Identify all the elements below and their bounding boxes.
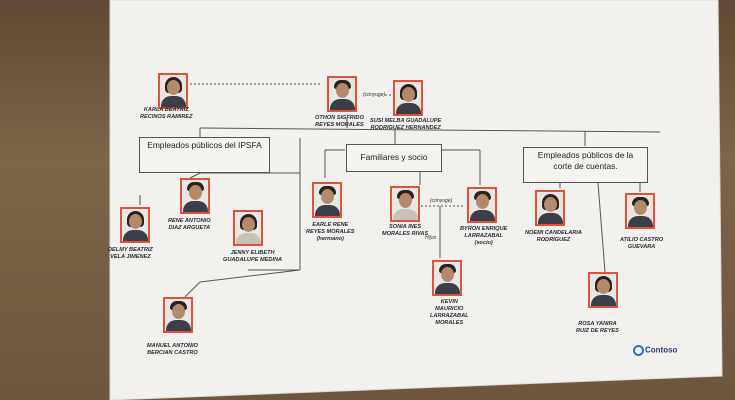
photo-earle <box>312 182 342 218</box>
photo-susi <box>393 80 423 116</box>
label-conyuge-top: (cónyuge) <box>363 92 386 98</box>
logo-ring-icon <box>633 345 644 356</box>
name-byron: BYRON ENRIQUE LARRAZABAL (socio) <box>460 226 508 246</box>
photo-noemi <box>535 190 565 226</box>
name-noemi: NOEMI CANDELARIA RODRIGUEZ <box>525 230 582 243</box>
photo-delmy <box>120 207 150 243</box>
label-conyuge-family: (cónyuge) <box>430 198 453 204</box>
photo-othon <box>327 76 357 112</box>
photo-atilio <box>625 193 655 229</box>
name-rosa: ROSA YANIRA RUIZ DE REYES <box>576 321 619 334</box>
name-delmy: DELMY BEATRIZ VELA JIMENEZ <box>108 247 153 260</box>
name-rene: RENE ANTONIO DIAZ ARGUETA <box>168 218 211 231</box>
photo-sonia <box>390 186 420 222</box>
group-familia: Familiares y socio <box>346 144 442 172</box>
name-atilio: ATILIO CASTRO GUEVARA <box>620 237 664 250</box>
logo-text: Contoso <box>645 345 678 355</box>
name-othon: OTHON SIGFRIDO REYES MORALES <box>315 115 364 128</box>
group-corte: Empleados públicos de la corte de cuentas. <box>523 147 648 183</box>
name-karla: KARLA BEATRIZ RECINOS RAMIREZ <box>140 107 193 120</box>
photo-rosa <box>588 272 618 308</box>
name-manuel: MANUEL ANTONIO BERCIAN CASTRO <box>147 343 198 356</box>
photo-jenny <box>233 210 263 246</box>
photo-manuel <box>163 297 193 333</box>
photo-byron <box>467 187 497 223</box>
photo-kevin <box>432 260 462 296</box>
name-susi: SUSI MELBA GUADALUPE RODRIGUEZ HERNANDEZ <box>370 118 442 131</box>
name-jenny: JENNY ELIBETH GUADALUPE MEDINA <box>223 250 283 263</box>
label-hijos: Hijos <box>425 235 437 241</box>
name-earle: EARLE RENE REYES MORALES (hermano) <box>306 222 355 242</box>
name-kevin: KEVIN MAURICIO LARRAZABAL MORALES <box>430 299 469 326</box>
group-ipsfa: Empleados públicos del IPSFA <box>139 137 270 173</box>
contoso-logo <box>633 345 677 356</box>
photo-karla <box>158 73 188 109</box>
photo-rene <box>180 178 210 214</box>
name-sonia: SONIA INES MORALES RIVAS <box>382 224 429 237</box>
